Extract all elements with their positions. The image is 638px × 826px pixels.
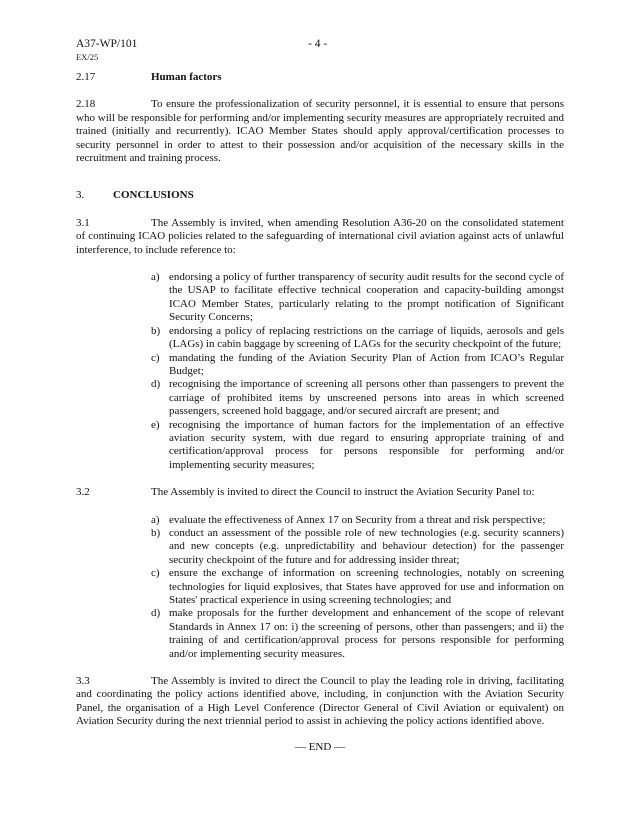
list-item: [151, 567, 564, 607]
paragraph-number: 3.2: [76, 486, 90, 499]
list-item-label: a): [151, 513, 160, 526]
list-item-text: conduct an assessment of the possible role of new technologies (e.g. security scanners) and new concepts (e.g. unpredictability and behaviour detection) for the passenger security checkpoint of the future and for addressing insider threat;: [169, 526, 564, 566]
paragraph-number: 3.1: [76, 216, 90, 229]
section-number: 3.: [76, 189, 85, 202]
list-item-text: ensure the exchange of information on screening technologies, notably on screening technologies for liquid explosives, that States have approved for use and information on States' practical experience in using screening technologies; and: [169, 567, 564, 606]
paragraph-text: The Assembly is invited, when amending Resolution A36-20 on the consolidated statement of continuing ICAO policies related to the safeguarding of international civil aviation against acts of unlawful interference, to include reference to:: [76, 216, 564, 256]
list-item-text: recognising the importance of screening all persons other than passengers to prevent the carriage of prohibited items by unscreened persons into areas in which screened passengers, screened hold baggage, and/or secured aircraft are present; and: [169, 378, 564, 418]
document-body: [76, 71, 564, 754]
list-item-label: a): [151, 271, 160, 284]
list-item-label: e): [151, 418, 160, 431]
list-item: [151, 607, 564, 661]
paragraph-text: To ensure the professionalization of security personnel, it is essential to ensure that persons who will be responsible for performing and/or implementing security measures are appropriately recruited and trained (initially and recurrently). ICAO Member States should apply approval/certification processes to security personnel in order to attest to their possession and/or acquisition of the necessary skills in the recruitment and training process.: [76, 98, 564, 165]
section-title: Human factors: [151, 71, 222, 83]
list-3-1: [151, 271, 564, 472]
document-sub-id: EX/25: [76, 52, 99, 63]
list-3-2: [151, 514, 564, 661]
section-title: CONCLUSIONS: [113, 189, 194, 202]
list-item-label: d): [151, 607, 161, 620]
list-item-label: c): [151, 567, 160, 580]
list-item-label: b): [151, 324, 161, 337]
paragraph-3-2: [76, 486, 564, 499]
list-item-label: b): [151, 526, 161, 539]
list-item: [151, 378, 564, 418]
list-item: [151, 325, 564, 352]
list-item: [151, 352, 564, 379]
section-3-heading: [76, 189, 564, 202]
list-item-text: mandating the funding of the Aviation Security Plan of Action from ICAO’s Regular Budget;: [169, 351, 564, 377]
section-number: 2.17: [76, 71, 96, 83]
list-item-text: evaluate the effectiveness of Annex 17 on Security from a threat and risk perspective;: [169, 513, 546, 526]
list-item: [151, 271, 564, 325]
document-id: A37-WP/101: [76, 38, 138, 50]
paragraph-2-18: [76, 98, 564, 165]
list-item-text: endorsing a policy of further transparency of security audit results for the second cycle of the USAP to facilitate effective technical cooperation and capacity-building amongst ICAO Member States, particularly relating to the prompt notification of Significant Security Concerns;: [169, 271, 564, 324]
page-number: - 4 -: [308, 38, 328, 50]
section-2-17-heading: [76, 71, 564, 84]
list-item-text: endorsing a policy of replacing restrictions on the carriage of liquids, aerosols and gels (LAGs) in cabin baggage by screening of LAGs for the security checkpoint of the future;: [169, 324, 564, 351]
paragraph-number: 2.18: [76, 98, 96, 111]
list-item-label: d): [151, 378, 161, 391]
list-item-text: recognising the importance of human factors for the implementation of an effective aviation security system, with due regard to ensuring appropriate training of and certification/approval process for persons responsible for performing and/or implementing security measures;: [169, 418, 564, 471]
header-left: [76, 38, 137, 63]
list-item-text: make proposals for the further development and enhancement of the scope of relevant Standards in Annex 17 on: i) the screening of persons, other than passengers; and ii) the training of and certification/approval process for persons responsible for performing and/or implementing security measures.: [169, 607, 564, 660]
paragraph-3-3: [76, 675, 564, 729]
list-item: [151, 527, 564, 567]
end-marker: — END —: [294, 740, 346, 753]
paragraph-3-1: [76, 217, 564, 257]
paragraph-number: 3.3: [76, 675, 90, 688]
list-item: [151, 514, 564, 527]
list-item-label: c): [151, 351, 160, 364]
paragraph-text: The Assembly is invited to direct the Council to instruct the Aviation Security Panel to:: [151, 486, 535, 499]
list-item: [151, 419, 564, 473]
paragraph-text: The Assembly is invited to direct the Council to play the leading role in driving, facilitating and coordinating the policy actions identified above, including, in conjunction with the Aviation Security Panel, the organisation of a High Level Conference (Director General of Civil Aviation or equivalent) on Aviation Security during the next triennial period to assist in achieving the policy actions identified above.: [76, 675, 564, 728]
